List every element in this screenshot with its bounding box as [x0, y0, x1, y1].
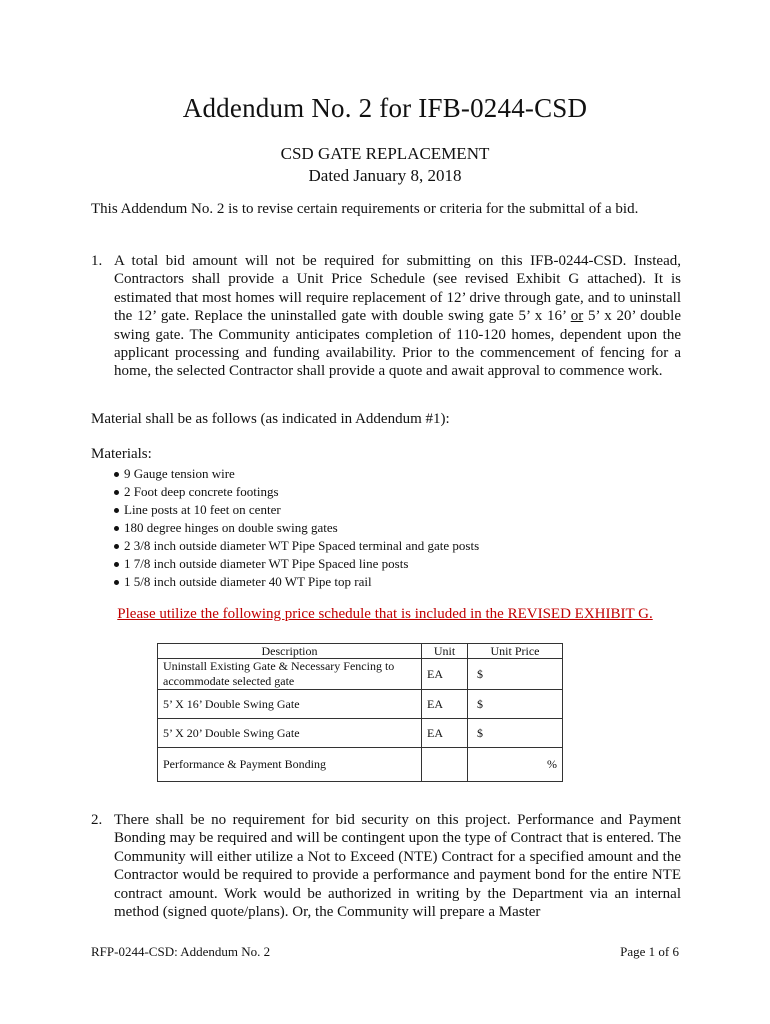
row-unit: EA — [422, 659, 468, 690]
document-subtitle: CSD GATE REPLACEMENT — [280, 144, 490, 163]
numbered-item-1 — [91, 252, 681, 381]
table-header-row — [158, 644, 563, 659]
materials-label: Materials: — [91, 446, 152, 462]
table-row — [158, 719, 563, 748]
numbered-item-2 — [91, 811, 681, 921]
row-unit: EA — [422, 719, 468, 748]
row-description: 5’ X 20’ Double Swing Gate — [158, 719, 422, 748]
row-price: $ — [468, 659, 563, 690]
row-description: Performance & Payment Bonding — [158, 748, 422, 782]
table-row — [158, 659, 563, 690]
row-description: Uninstall Existing Gate & Necessary Fencing to accommodate selected gate — [158, 659, 422, 690]
price-schedule-notice: Please utilize the following price schedule that is included in the REVISED EXHIBIT G. — [117, 606, 653, 622]
row-unit: EA — [422, 690, 468, 719]
header-description: Description — [158, 644, 422, 659]
footer-page-number: Page 1 of 6 — [620, 944, 679, 959]
item-text: There shall be no requirement for bid security on this project. Performance and Payment Bonding may be required and will be contingent upon the type of Contract that is entered. The Community will either utilize a Not to Exceed (NTE) Contract for a specified amount and the Contractor would be required to provide a performance and payment bond for the entire NTE contract amount. Work would be authorized in writing by the Department via an internal method (signed quote/plans). Or, the Community will prepare a Master — [114, 812, 681, 921]
list-item: 2 3/8 inch outside diameter WT Pipe Spaced terminal and gate posts — [91, 537, 479, 555]
price-schedule-table — [157, 643, 563, 782]
footer-document-id: RFP-0244-CSD: Addendum No. 2 — [91, 944, 271, 959]
underlined-or: or — [570, 308, 584, 325]
row-price: $ — [468, 690, 563, 719]
item-number: 2. — [91, 812, 103, 828]
table-row — [158, 748, 563, 782]
item-text: A total bid amount will not be required for submitting on this IFB-0244-CSD. Instead, Contractors shall provide a Unit Price Schedule (see revised Exhibit G attached). It is estimated that most homes will require replacement of 12’ drive through gate, and to uninstall the 12’ gate. Replace the uninstalled gate with double swing gate 5’ x 16’ or 5’ x 20’ double swing gate. The Community anticipates completion of 110-120 homes, dependent upon the applicant processing and funding availability. Prior to the commencement of fencing for a home, the selected Contractor shall provide a quote and await approval to commence work. — [114, 253, 682, 380]
header-unit-price: Unit Price — [468, 644, 563, 659]
list-item: 180 degree hinges on double swing gates — [91, 519, 479, 537]
intro-paragraph: This Addendum No. 2 is to revise certain requirements or criteria for the submittal of a bid. — [91, 201, 639, 217]
list-item: 1 5/8 inch outside diameter 40 WT Pipe top rail — [91, 573, 479, 591]
row-price: % — [468, 748, 563, 782]
list-item: 2 Foot deep concrete footings — [91, 483, 479, 501]
document-date: Dated January 8, 2018 — [308, 166, 462, 185]
row-price: $ — [468, 719, 563, 748]
list-item: Line posts at 10 feet on center — [91, 501, 479, 519]
item-number: 1. — [91, 253, 103, 269]
row-unit — [422, 748, 468, 782]
list-item: 1 7/8 inch outside diameter WT Pipe Spaced line posts — [91, 555, 479, 573]
table-row — [158, 690, 563, 719]
materials-list — [91, 465, 479, 591]
document-title: Addendum No. 2 for IFB-0244-CSD — [182, 93, 588, 123]
list-item: 9 Gauge tension wire — [91, 465, 479, 483]
material-intro: Material shall be as follows (as indicated in Addendum #1): — [91, 411, 450, 427]
header-unit: Unit — [422, 644, 468, 659]
row-description: 5’ X 16’ Double Swing Gate — [158, 690, 422, 719]
